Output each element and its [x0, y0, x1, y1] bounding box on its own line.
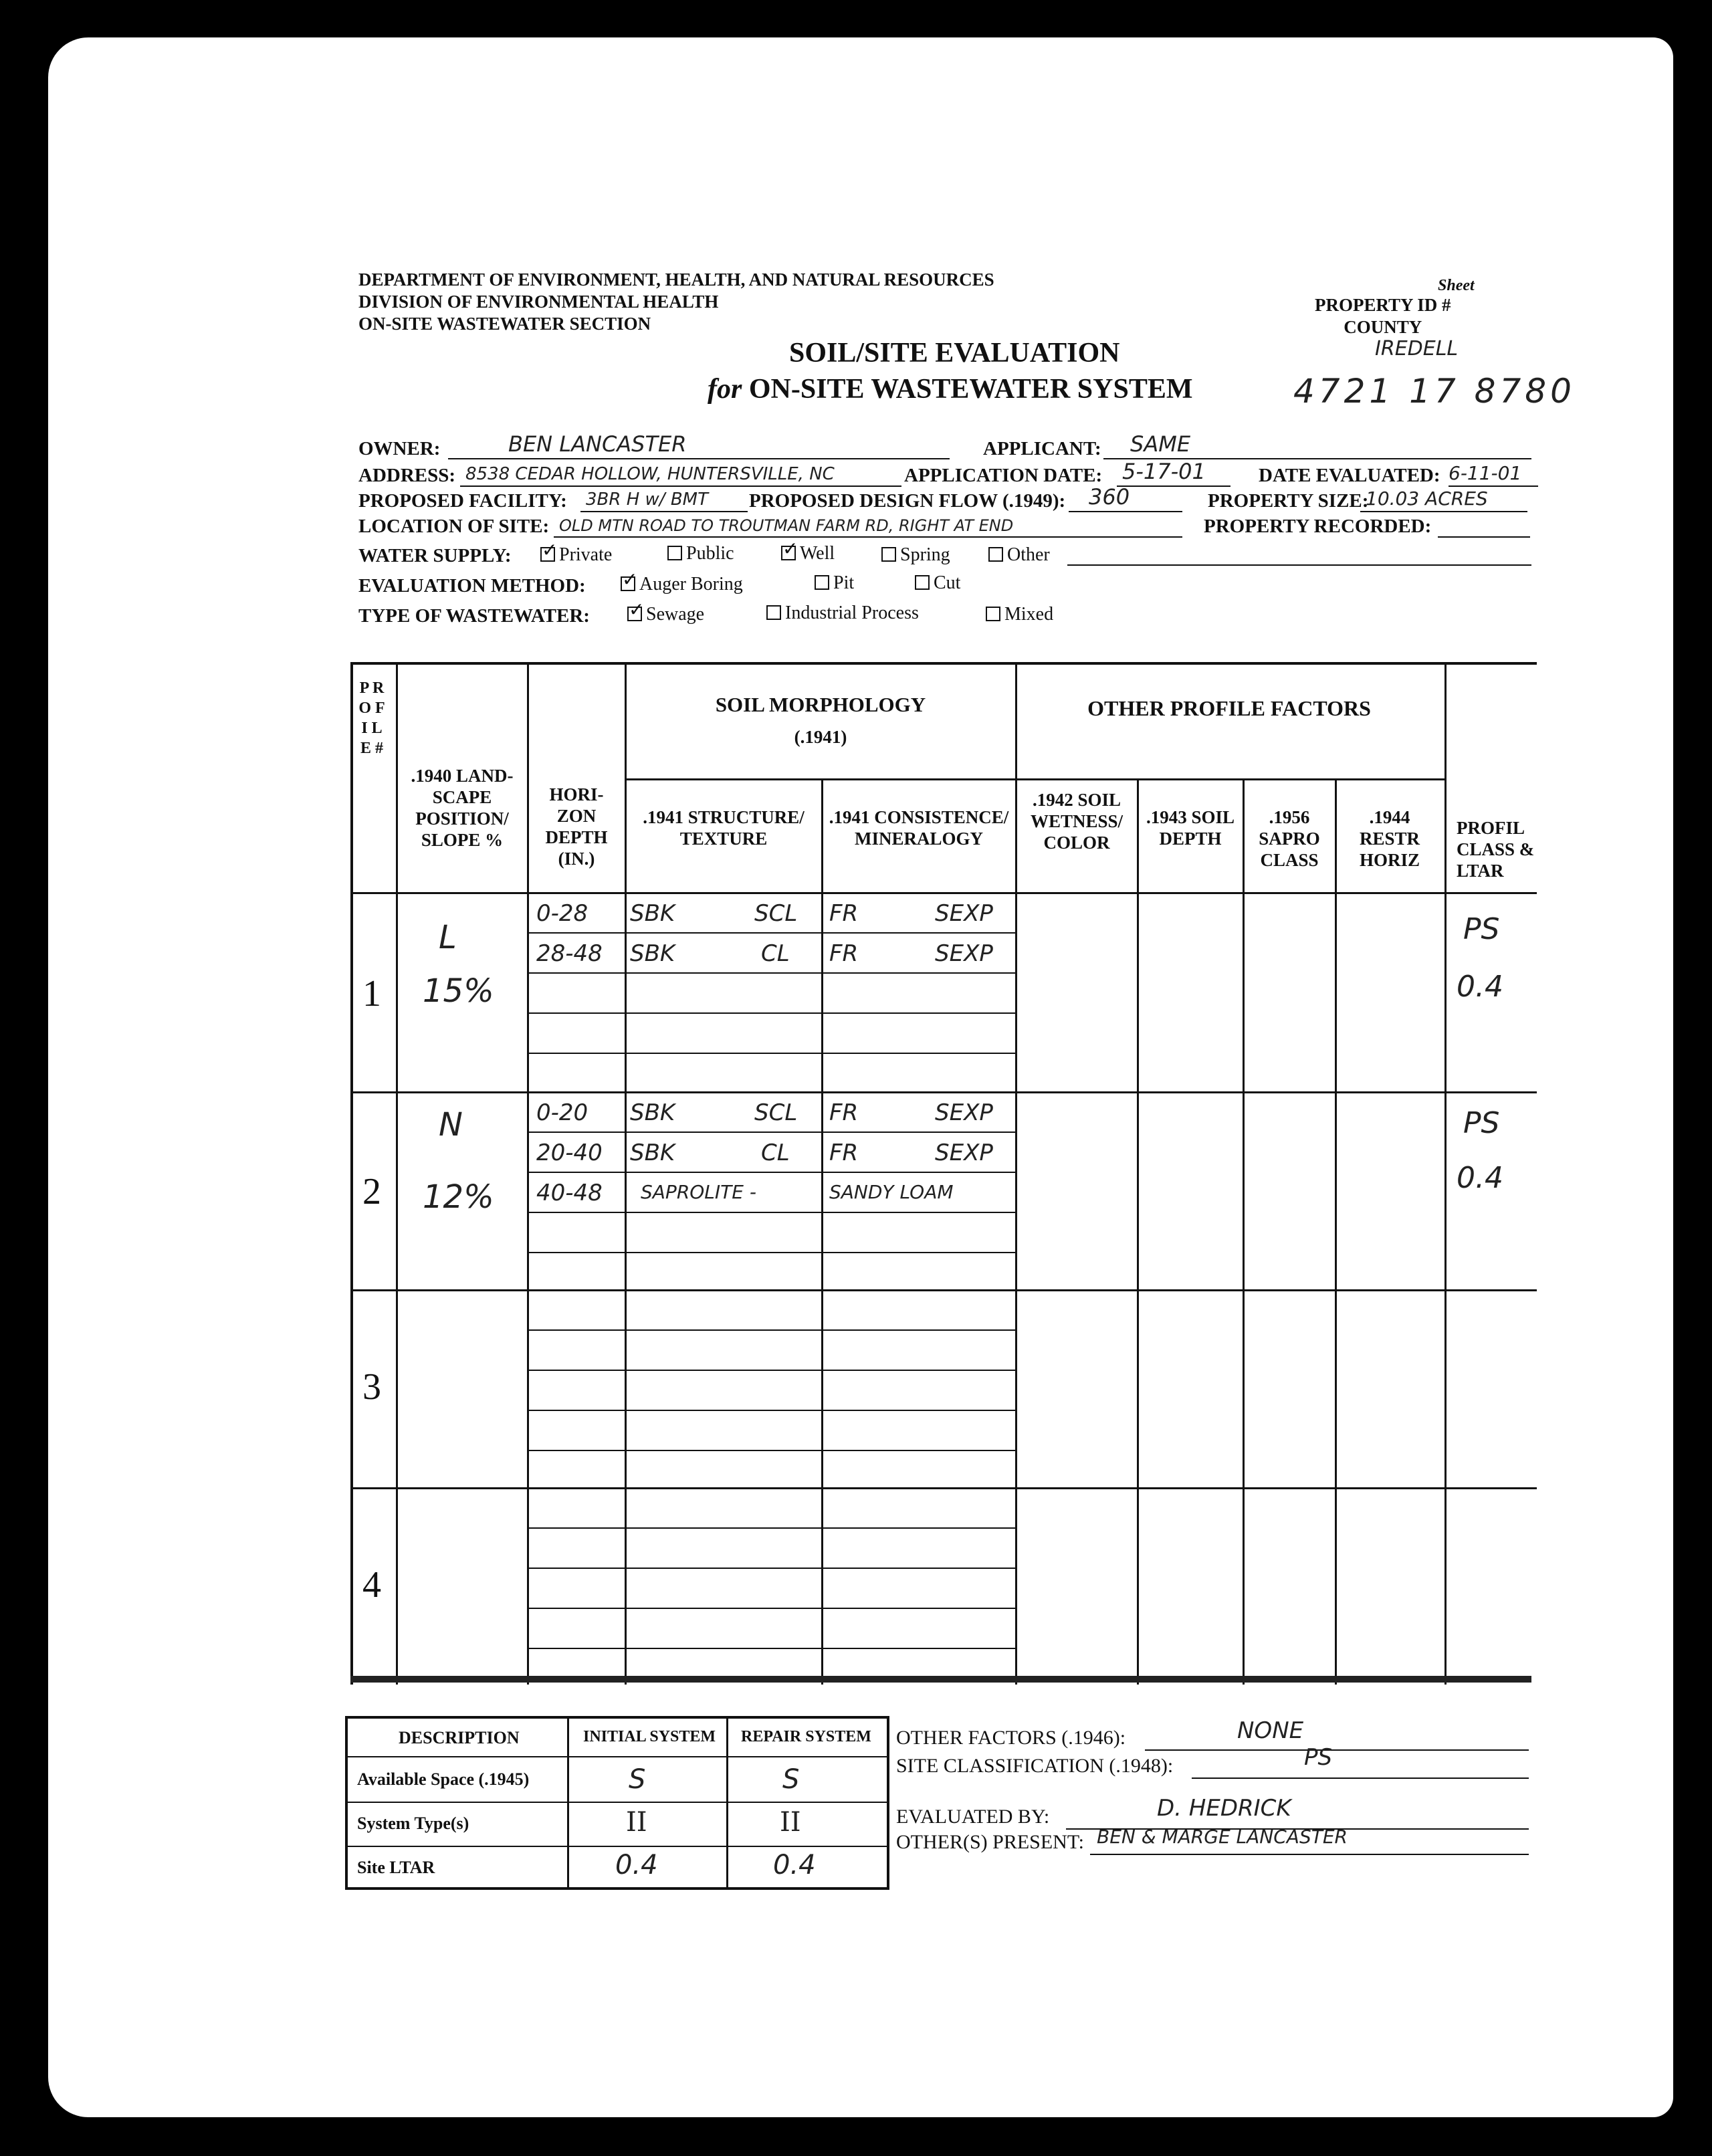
other-factors-label: OTHER FACTORS (.1946):	[896, 1727, 1126, 1749]
applicant-label: APPLICANT:	[983, 438, 1101, 459]
consistence-value: FR	[829, 1099, 859, 1126]
grid-line	[567, 1719, 569, 1887]
applicant-field[interactable]	[1103, 431, 1531, 459]
property-size-value: 10.03 ACRES	[1366, 488, 1488, 510]
property-recorded-label: PROPERTY RECORDED:	[1204, 516, 1432, 537]
system-summary-table	[345, 1716, 889, 1890]
site-class-row	[896, 1755, 1173, 1777]
structure-header: .1941 STRUCTURE/ TEXTURE	[643, 807, 805, 849]
option-label: Cut	[934, 572, 961, 593]
application-date-label: APPLICATION DATE:	[904, 465, 1103, 486]
slope-value: 15%	[423, 972, 494, 1010]
mixed-option[interactable]	[986, 604, 1053, 625]
design-flow-label: PROPOSED DESIGN FLOW (.1949):	[749, 490, 1066, 512]
texture-value: SCL	[754, 900, 798, 927]
others-present-label: OTHER(S) PRESENT:	[896, 1831, 1085, 1853]
proposed-facility-label: PROPOSED FACILITY:	[358, 490, 567, 512]
grid-line	[527, 932, 1015, 934]
soil-depth-header: .1943 SOIL DEPTH	[1146, 807, 1235, 849]
row-label: System Type(s)	[357, 1814, 469, 1833]
subtitle-text: ON-SITE WASTEWATER SYSTEM	[748, 374, 1193, 405]
auger-boring-option[interactable]	[621, 574, 743, 595]
pit-option[interactable]	[815, 572, 854, 594]
structure-value: SBK	[630, 1140, 675, 1166]
others-present-line[interactable]	[1090, 1852, 1529, 1855]
wetness-header: .1942 SOIL WETNESS/ COLOR	[1030, 790, 1124, 853]
location-label-wrap	[358, 516, 549, 538]
description-header: DESCRIPTION	[399, 1728, 520, 1747]
owner-field[interactable]	[448, 431, 950, 459]
landscape-header: .1940 LAND-SCAPE POSITION/ SLOPE %	[411, 766, 514, 850]
dept-line-1: DEPARTMENT OF ENVIRONMENT, HEALTH, AND NATURAL RESOURCES	[358, 270, 994, 290]
checkbox-checked[interactable]	[627, 607, 642, 621]
property-recorded-label-wrap	[1204, 516, 1431, 538]
property-size-field[interactable]	[1360, 487, 1527, 512]
site-class-value: PS	[1304, 1744, 1333, 1771]
county-value: IREDELL	[1375, 337, 1459, 360]
application-date-label-wrap	[904, 465, 1102, 487]
evaluated-by-row	[896, 1806, 1049, 1828]
texture-value: SCL	[754, 1099, 798, 1126]
date-evaluated-value: 6-11-01	[1449, 462, 1522, 484]
water-other-field[interactable]	[1067, 540, 1531, 566]
eval-method-label: EVALUATION METHOD:	[358, 575, 586, 597]
initial-value: 0.4	[615, 1850, 658, 1880]
grid-line	[1444, 665, 1447, 1685]
grid-line	[527, 1608, 1015, 1609]
grid-line	[527, 1527, 1015, 1529]
checkbox-checked[interactable]	[540, 547, 555, 562]
checkbox-checked[interactable]	[781, 546, 796, 560]
grid-line	[527, 1012, 1015, 1014]
landscape-value: N	[439, 1106, 463, 1144]
location-field[interactable]	[554, 512, 1182, 538]
form-subtitle	[708, 373, 1193, 405]
cut-option[interactable]	[915, 572, 960, 594]
others-present-row	[896, 1831, 1084, 1854]
location-value: OLD MTN ROAD TO TROUTMAN FARM RD, RIGHT AT END	[559, 516, 1014, 535]
county-label: COUNTY	[1344, 317, 1422, 337]
grid-line	[1137, 778, 1139, 1685]
dept-line-3: ON-SITE WASTEWATER SECTION	[358, 314, 651, 334]
property-recorded-field[interactable]	[1438, 512, 1530, 538]
ltar-value: 0.4	[1457, 970, 1503, 1004]
grid-line	[527, 1252, 1015, 1253]
horizon-depth: 0-28	[536, 900, 588, 927]
option-label: Other	[1007, 544, 1050, 565]
evaluated-by-label: EVALUATED BY:	[896, 1806, 1050, 1828]
address-label-wrap	[358, 465, 455, 487]
profile-class-value: PS	[1463, 1106, 1500, 1140]
grid-line	[527, 1172, 1015, 1173]
other-factors-line[interactable]	[1145, 1748, 1529, 1751]
grid-line	[625, 778, 1444, 780]
grid-line	[527, 1131, 1015, 1133]
site-class-label: SITE CLASSIFICATION (.1948):	[896, 1755, 1174, 1777]
date-evaluated-label: DATE EVALUATED:	[1259, 465, 1440, 486]
table-bottom-rule	[350, 1676, 1531, 1683]
address-label: ADDRESS:	[358, 465, 456, 486]
location-label: LOCATION OF SITE:	[358, 516, 550, 537]
slope-value: 12%	[423, 1178, 494, 1216]
horizon-depth: 28-48	[536, 940, 603, 967]
others-present-value: BEN & MARGE LANCASTER	[1097, 1826, 1348, 1848]
address-field[interactable]	[460, 461, 901, 487]
mineralogy-value: SEXP	[935, 1099, 993, 1126]
initial-value: II	[626, 1807, 647, 1838]
checkbox-checked[interactable]	[621, 576, 635, 591]
water-well-option[interactable]	[781, 543, 835, 564]
checkbox[interactable]	[667, 546, 682, 560]
option-label: Private	[559, 544, 613, 565]
grid-line	[821, 778, 823, 1685]
property-size-label: PROPERTY SIZE:	[1208, 490, 1369, 512]
property-id-block	[1315, 294, 1451, 338]
form-title: SOIL/SITE EVALUATION	[789, 338, 1120, 368]
consistence-value: SANDY LOAM	[829, 1181, 954, 1203]
grid-line	[527, 1568, 1015, 1569]
consistence-value: FR	[829, 940, 859, 967]
water-supply-label-wrap	[358, 545, 512, 567]
application-date-value: 5-17-01	[1122, 459, 1206, 484]
checkbox[interactable]	[766, 605, 781, 620]
address-value: 8538 CEDAR HOLLOW, HUNTERSVILLE, NC	[465, 464, 835, 484]
profile-class-header: PROFIL CLASS & LTAR	[1457, 818, 1535, 881]
industrial-option[interactable]	[766, 603, 919, 624]
water-supply-label: WATER SUPPLY:	[358, 545, 512, 566]
grid-line	[527, 1212, 1015, 1213]
option-label: Well	[800, 543, 835, 564]
mineralogy-value: SEXP	[935, 940, 993, 967]
checkbox[interactable]	[915, 575, 930, 590]
grid-line	[1335, 778, 1337, 1685]
grid-line	[527, 972, 1015, 974]
grid-line	[625, 665, 627, 1685]
water-other-option[interactable]	[988, 544, 1050, 566]
soil-morphology-header: SOIL MORPHOLOGY	[715, 693, 926, 716]
other-factors-value: NONE	[1237, 1717, 1304, 1744]
facility-label-wrap	[358, 490, 567, 512]
profile-class-value: PS	[1463, 912, 1500, 946]
evaluated-by-value: D. HEDRICK	[1157, 1795, 1291, 1822]
profile-number-1: 1	[362, 973, 381, 1014]
consistence-header: .1941 CONSISTENCE/ MINERALOGY	[829, 807, 1009, 849]
water-spring-option[interactable]	[881, 544, 950, 566]
initial-system-header: INITIAL SYSTEM	[583, 1728, 716, 1745]
soil-morphology-subheader: (.1941)	[794, 727, 847, 747]
grid-line	[348, 1802, 887, 1803]
grid-line	[1243, 778, 1245, 1685]
water-public-option[interactable]	[667, 543, 734, 564]
grid-line	[527, 1648, 1015, 1649]
option-label: Mixed	[1004, 604, 1054, 625]
horizon-depth: 0-20	[536, 1099, 588, 1126]
applicant-value: SAME	[1130, 431, 1191, 457]
initial-value: S	[629, 1764, 646, 1795]
row-label: Site LTAR	[357, 1858, 435, 1877]
other-factors-row	[896, 1727, 1126, 1749]
property-id-value: 4721 17 8780	[1293, 372, 1576, 411]
profile-number-3: 3	[362, 1366, 381, 1408]
structure-value: SBK	[630, 940, 675, 967]
sewage-option[interactable]	[627, 604, 704, 625]
consistence-value: FR	[829, 900, 859, 927]
texture-value: CL	[761, 1140, 790, 1166]
department-header	[358, 269, 994, 335]
checkbox[interactable]	[988, 547, 1003, 562]
site-class-line[interactable]	[1192, 1776, 1529, 1779]
grid-line	[353, 1091, 1537, 1093]
landscape-value: L	[439, 919, 457, 956]
grid-line	[726, 1719, 728, 1887]
grid-line	[527, 1450, 1015, 1451]
horizon-header: HORI-ZON DEPTH (IN.)	[545, 784, 608, 869]
grid-line	[527, 1053, 1015, 1054]
grid-line	[527, 1410, 1015, 1411]
profile-number-4: 4	[362, 1564, 381, 1606]
structure-value: SAPROLITE -	[641, 1181, 756, 1203]
mineralogy-value: SEXP	[935, 900, 993, 927]
option-label: Pit	[833, 572, 855, 593]
grid-line	[1015, 665, 1017, 1685]
restr-horiz-header: .1944 RESTR HORIZ	[1359, 807, 1420, 870]
applicant-row	[983, 438, 1101, 460]
horizon-depth: 40-48	[536, 1180, 603, 1206]
mineralogy-value: SEXP	[935, 1140, 993, 1166]
owner-label: OWNER:	[358, 438, 441, 459]
option-label: Auger Boring	[639, 574, 743, 595]
grid-line	[348, 1846, 887, 1847]
wastewater-label-wrap	[358, 605, 590, 627]
profile-number-header: P R O F I L E #	[358, 679, 385, 757]
eval-method-label-wrap	[358, 575, 586, 597]
horizon-depth: 20-40	[536, 1140, 603, 1166]
checkbox[interactable]	[881, 547, 896, 562]
proposed-facility-field[interactable]	[580, 487, 748, 512]
option-label: Industrial Process	[785, 603, 919, 623]
grid-line	[396, 665, 398, 1685]
grid-line	[353, 1487, 1537, 1489]
water-private-option[interactable]	[540, 544, 612, 566]
design-flow-field[interactable]	[1069, 484, 1182, 512]
grid-line	[527, 1329, 1015, 1331]
grid-line	[348, 1756, 887, 1757]
ltar-value: 0.4	[1457, 1161, 1503, 1195]
grid-line	[353, 892, 1537, 894]
application-date-field[interactable]	[1117, 461, 1230, 487]
grid-line	[353, 1289, 1537, 1291]
sheet-label: Sheet	[1438, 277, 1475, 294]
checkbox[interactable]	[986, 607, 1000, 621]
date-evaluated-field[interactable]	[1449, 461, 1538, 487]
grid-line	[527, 665, 529, 1685]
wastewater-label: TYPE OF WASTEWATER:	[358, 605, 590, 627]
property-id-label: PROPERTY ID #	[1315, 295, 1451, 315]
owner-value: BEN LANCASTER	[508, 431, 687, 457]
repair-system-header: REPAIR SYSTEM	[741, 1728, 871, 1745]
option-label: Spring	[900, 544, 950, 565]
subtitle-prefix: for	[708, 374, 742, 405]
checkbox[interactable]	[815, 575, 829, 590]
property-size-label-wrap	[1208, 490, 1368, 512]
option-label: Sewage	[646, 604, 705, 625]
design-flow-label-wrap	[749, 490, 1065, 512]
design-flow-value: 360	[1089, 484, 1130, 510]
texture-value: CL	[761, 940, 790, 967]
structure-value: SBK	[630, 1099, 675, 1126]
structure-value: SBK	[630, 900, 675, 927]
dept-line-2: DIVISION OF ENVIRONMENTAL HEALTH	[358, 292, 719, 312]
grid-line	[527, 1370, 1015, 1371]
consistence-value: FR	[829, 1140, 859, 1166]
repair-value: S	[782, 1764, 800, 1795]
other-profile-factors-header: OTHER PROFILE FACTORS	[1087, 696, 1371, 720]
proposed-facility-value: 3BR H w/ BMT	[586, 490, 708, 510]
profile-table	[350, 662, 1537, 1685]
date-evaluated-label-wrap	[1259, 465, 1440, 487]
row-label: Available Space (.1945)	[357, 1769, 530, 1789]
owner-row	[358, 438, 440, 460]
repair-value: II	[780, 1807, 801, 1838]
option-label: Public	[686, 543, 734, 564]
repair-value: 0.4	[773, 1850, 816, 1880]
sapro-class-header: .1956 SAPRO CLASS	[1259, 807, 1320, 870]
profile-number-2: 2	[362, 1171, 381, 1212]
